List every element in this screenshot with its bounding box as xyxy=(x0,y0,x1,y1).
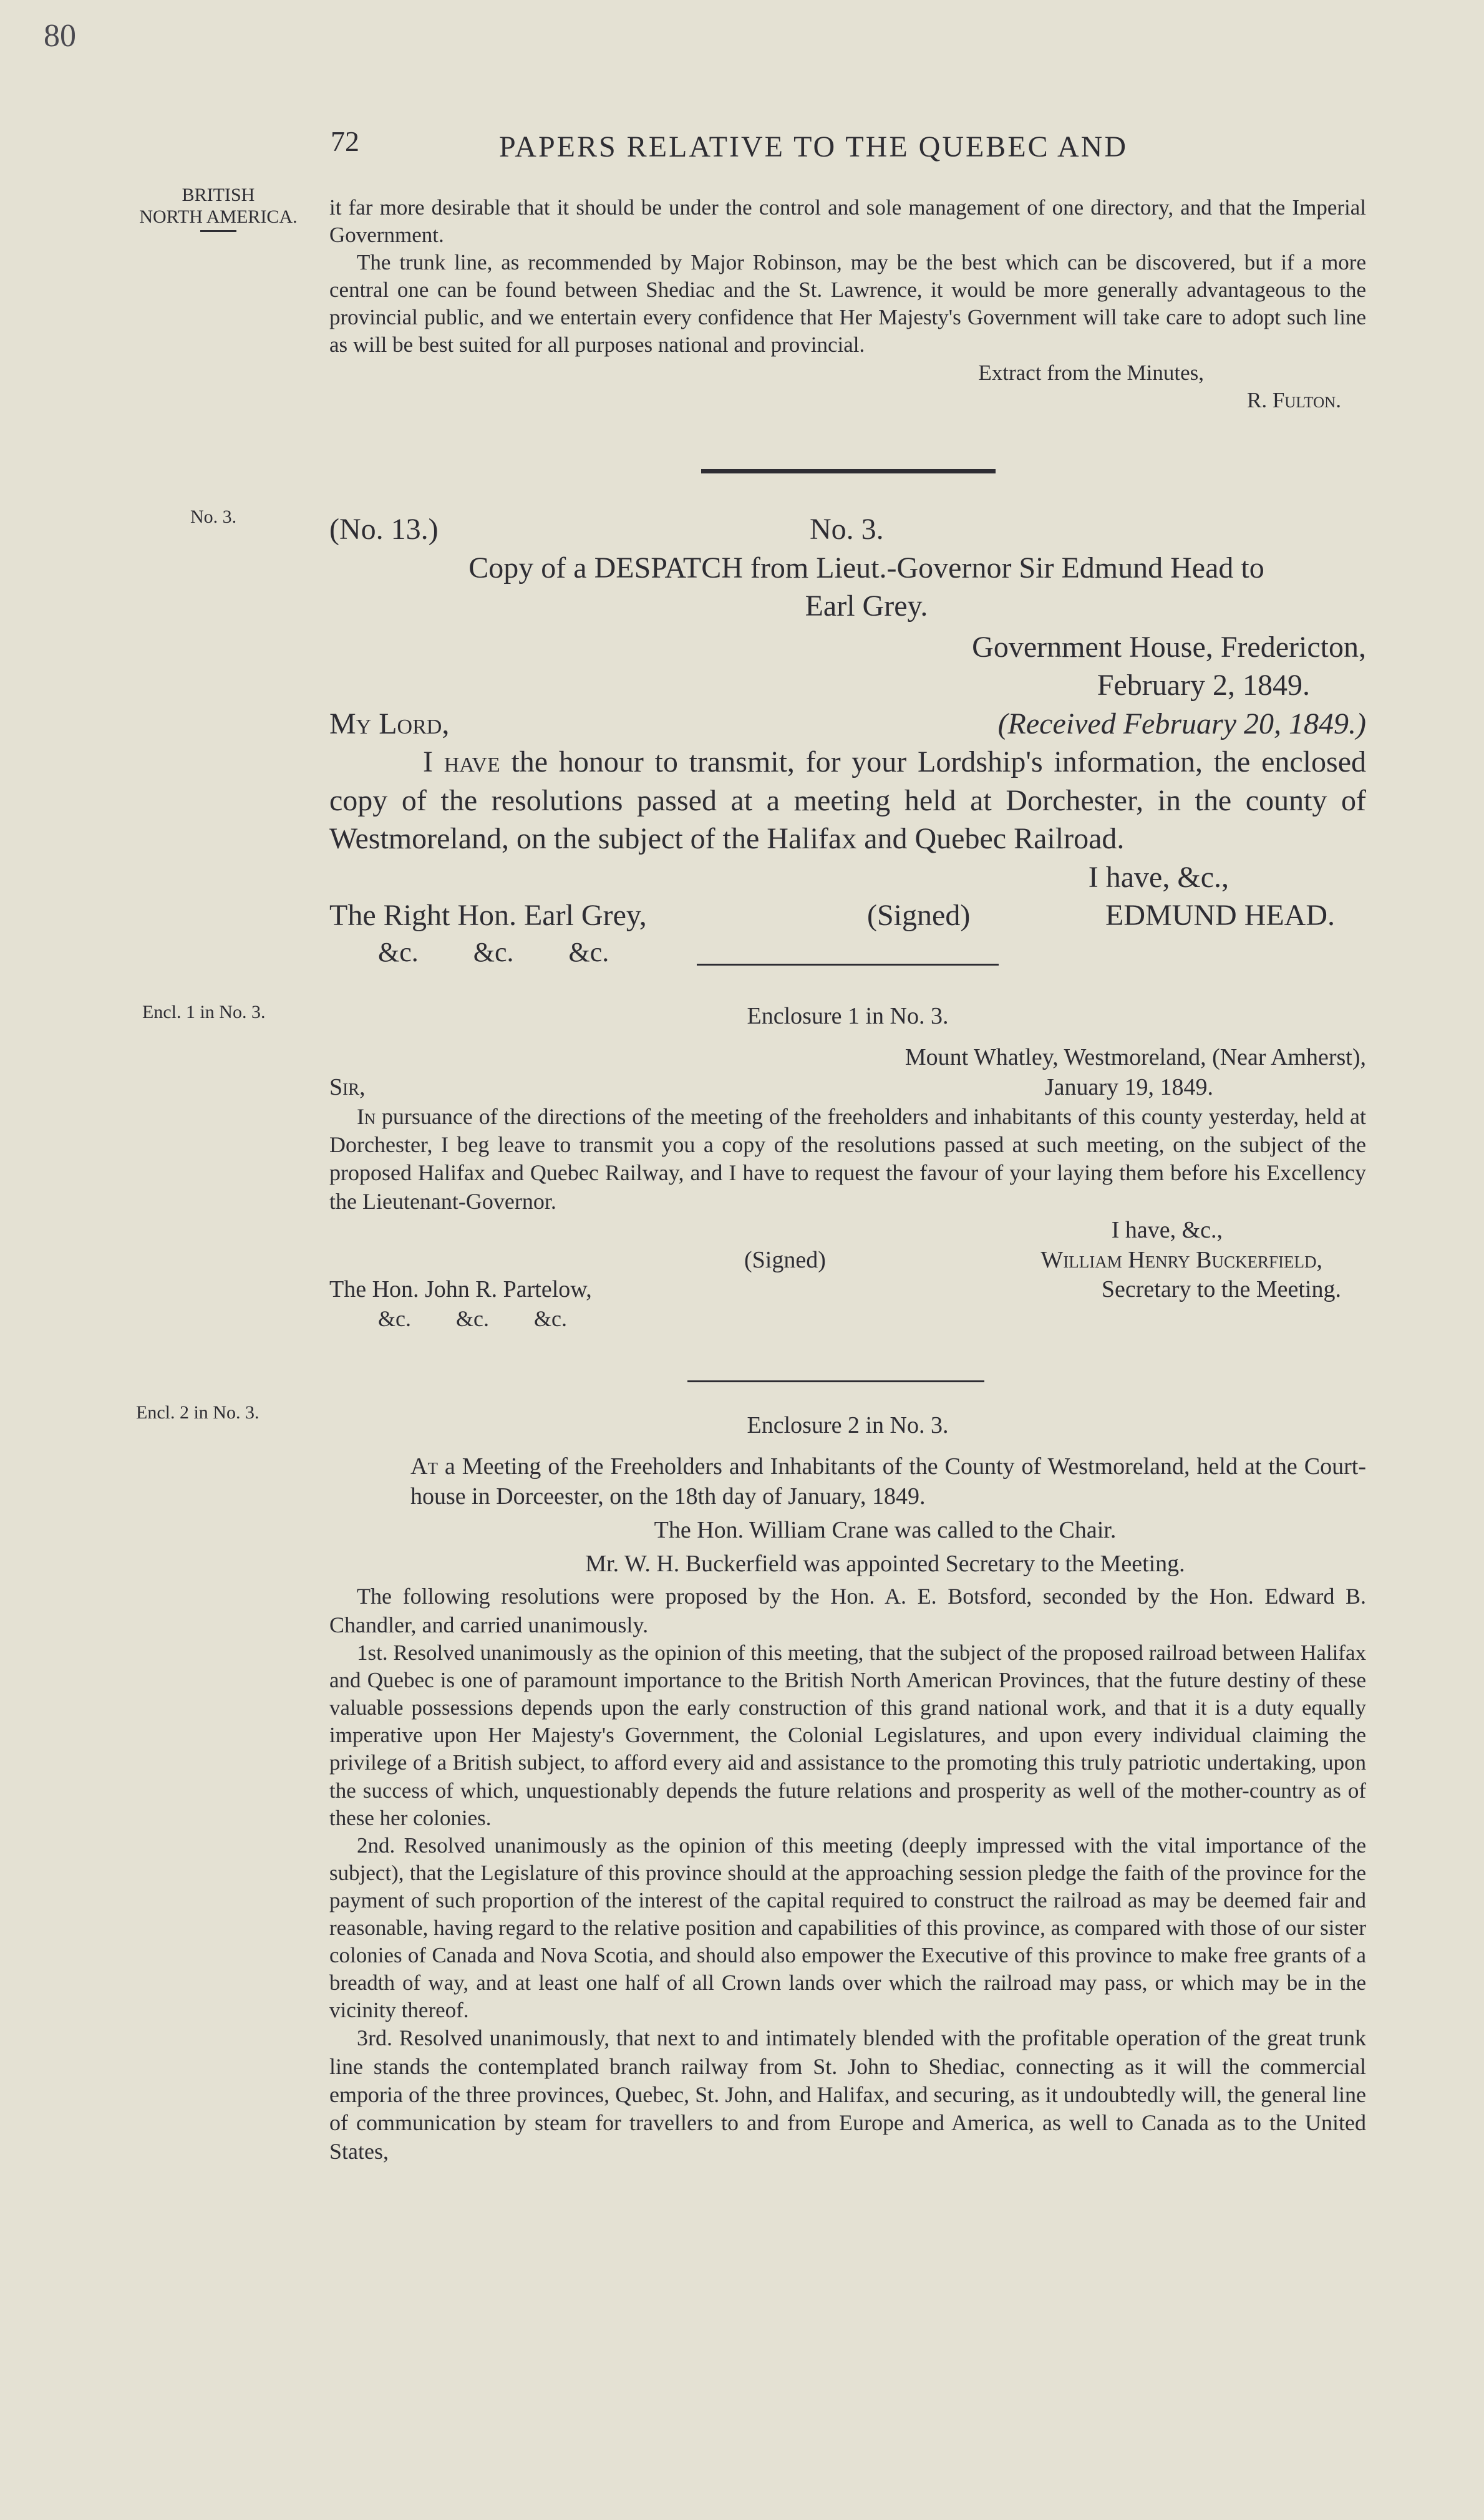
enclosure-1-salutation: Sir, xyxy=(329,1073,366,1100)
intro-block xyxy=(329,194,1366,414)
despatch-body: I have the honour to transmit, for your Lordship's information, the enclosed copy of the resolutions passed at a meeting held at Dorchester, in the county of Westmoreland, on the subject of the Halifax and Quebec Railroad. xyxy=(329,745,1366,856)
despatch-address: Government House, Fredericton, February 2, 1849. xyxy=(972,630,1366,702)
running-head: PAPERS RELATIVE TO THE QUEBEC AND xyxy=(499,130,1128,163)
margin-note-encl2: Encl. 2 in No. 3. xyxy=(136,1402,259,1423)
enclosure-2-heading: Enclosure 2 in No. 3. xyxy=(747,1412,949,1438)
enclosure-1-signature: William Henry Buckerfield, xyxy=(1040,1246,1322,1273)
despatch-block xyxy=(329,510,1366,970)
enclosure-2-meeting: At a Meeting of the Freeholders and Inhabitants of the County of Westmoreland, held at the Court-house in Dorceester, on the 18th day of January, 1849. xyxy=(410,1453,1366,1510)
enclosure-2-chair: The Hon. William Crane was called to the Chair. xyxy=(654,1516,1117,1543)
enclosure-1-date-row xyxy=(329,1073,1366,1103)
despatch-salutation: My Lord, xyxy=(329,707,450,740)
despatch-title: Copy of a DESPATCH from Lieut.-Governor Sir Edmund Head to Earl Grey. xyxy=(468,551,1264,623)
despatch-signed: (Signed) xyxy=(867,898,971,932)
enclosure-1-place: Mount Whatley, Westmoreland, (Near Amherst), xyxy=(904,1044,1366,1070)
enclosure-1-recipient: The Hon. John R. Partelow, xyxy=(329,1276,592,1302)
resolution-1: 1st. Resolved unanimously as the opinion of this meeting, that the subject of the proposed railroad between Halifax and Quebec is one of paramount importance to the British North American Provinces, that the future destiny of these valuable possessions depends upon the early construction of this grand national work, and that it is a duty equally imperative upon Her Majesty's Government, the Colonial Legislatures, and upon every individual claiming the privilege of a British subject, to afford every aid and assistance to the promoting this truly patriotic undertaking, upon the success of which, unquestionably depends the future relations and prosperity as well of the mother-country as of these her colonies. xyxy=(329,1640,1366,1830)
enclosure-1-block xyxy=(329,1002,1366,1333)
despatch-salutation-row xyxy=(329,705,1366,743)
resolution-2: 2nd. Resolved unanimously as the opinion of this meeting (deeply impressed with the vital importance of the subject), that the Legislature of this province should at the approaching session pledge the faith of the province for the payment of such proportion of the interest of the capital required to construct the railroad as may be deemed fair and reasonable, having regard to the relative position and capabilities of this province, as compared with those of our sister colonies of Canada and Nova Scotia, and should also empower the Executive of this province to make free grants of a breadth of way, and at least one half of all Crown lands over which the railroad may pass, or which may be in the vicinity thereof. xyxy=(329,1833,1367,2023)
enclosure-1-recipient-row xyxy=(329,1275,1366,1305)
despatch-left-number: (No. 13.) xyxy=(329,513,439,546)
enclosure-1-title: Secretary to the Meeting. xyxy=(1101,1276,1341,1302)
enclosure-1-etc: &c. &c. &c. xyxy=(378,1306,567,1331)
resolution-3: 3rd. Resolved unanimously, that next to and intimately blended with the profitable operation of the great trunk line stands the contemplated branch railway from St. John to Shediac, connecting as it will the commercial emporia of the three provinces, Quebec, St. John, and Halifax, and securing, as it undoubtedly will, the general line of communication by steam for travellers to and from Europe and America, as well to Canada as to the United States, xyxy=(329,2025,1366,2164)
margin-dash xyxy=(200,230,236,232)
extract-line: Extract from the Minutes, xyxy=(978,360,1204,385)
page-folio: 80 xyxy=(44,18,76,54)
enclosure-1-date: January 19, 1849. xyxy=(1044,1073,1213,1100)
intro-paragraph-2: The trunk line, as recommended by Major Robinson, may be the best which can be discovered, but if a more central one can be found between Shediac and the St. Lawrence, it would be more generally advantageous to the provincial public, and we entertain every confidence that Her Majesty's Government will take care to adopt such line as will be best suited for all purposes national and provincial. xyxy=(329,250,1366,357)
intro-paragraph-1: it far more desirable that it should be under the control and sole management of one directory, and that the Imperial Government. xyxy=(329,195,1366,248)
enclosure-2-proposed: The following resolutions were proposed by the Hon. A. E. Botsford, seconded by the Hon. Edward B. Chandler, and carried unanimously. xyxy=(329,1584,1366,1637)
enclosure-2-secretary: Mr. W. H. Buckerfield was appointed Secretary to the Meeting. xyxy=(585,1550,1185,1577)
section-divider xyxy=(697,964,999,966)
enclosure-1-closing: I have, &c., xyxy=(1111,1217,1223,1244)
despatch-recipient: The Right Hon. Earl Grey, xyxy=(329,898,647,932)
intro-signer: R. Fulton. xyxy=(1246,387,1341,412)
section-divider xyxy=(687,1380,984,1382)
margin-note-encl1: Encl. 1 in No. 3. xyxy=(142,1002,266,1022)
section-divider-thick xyxy=(701,469,996,473)
despatch-etc: &c. &c. &c. xyxy=(378,936,609,967)
despatch-signature: EDMUND HEAD. xyxy=(1105,898,1335,932)
enclosure-1-heading: Enclosure 1 in No. 3. xyxy=(747,1003,949,1029)
despatch-center-number: No. 3. xyxy=(810,513,884,546)
page-number: 72 xyxy=(331,125,359,157)
despatch-received: (Received February 20, 1849.) xyxy=(997,707,1366,740)
enclosure-2-block xyxy=(329,1411,1366,2166)
despatch-closing: I have, &c., xyxy=(1088,860,1229,894)
margin-note-no3: No. 3. xyxy=(190,506,237,527)
margin-note-british-north-america: BRITISH NORTH AMERICA. xyxy=(125,185,312,232)
enclosure-1-signed: (Signed) xyxy=(744,1246,826,1273)
enclosure-1-body: In pursuance of the directions of the meeting of the freeholders and inhabitants of this county yesterday, held at Dorchester, I beg leave to transmit you a copy of the resolutions passed at such meeting, on the subject of the proposed Halifax and Quebec Railway, and I have to request the favour of your laying them before his Excellency the Lieutenant-Governor. xyxy=(329,1103,1366,1214)
